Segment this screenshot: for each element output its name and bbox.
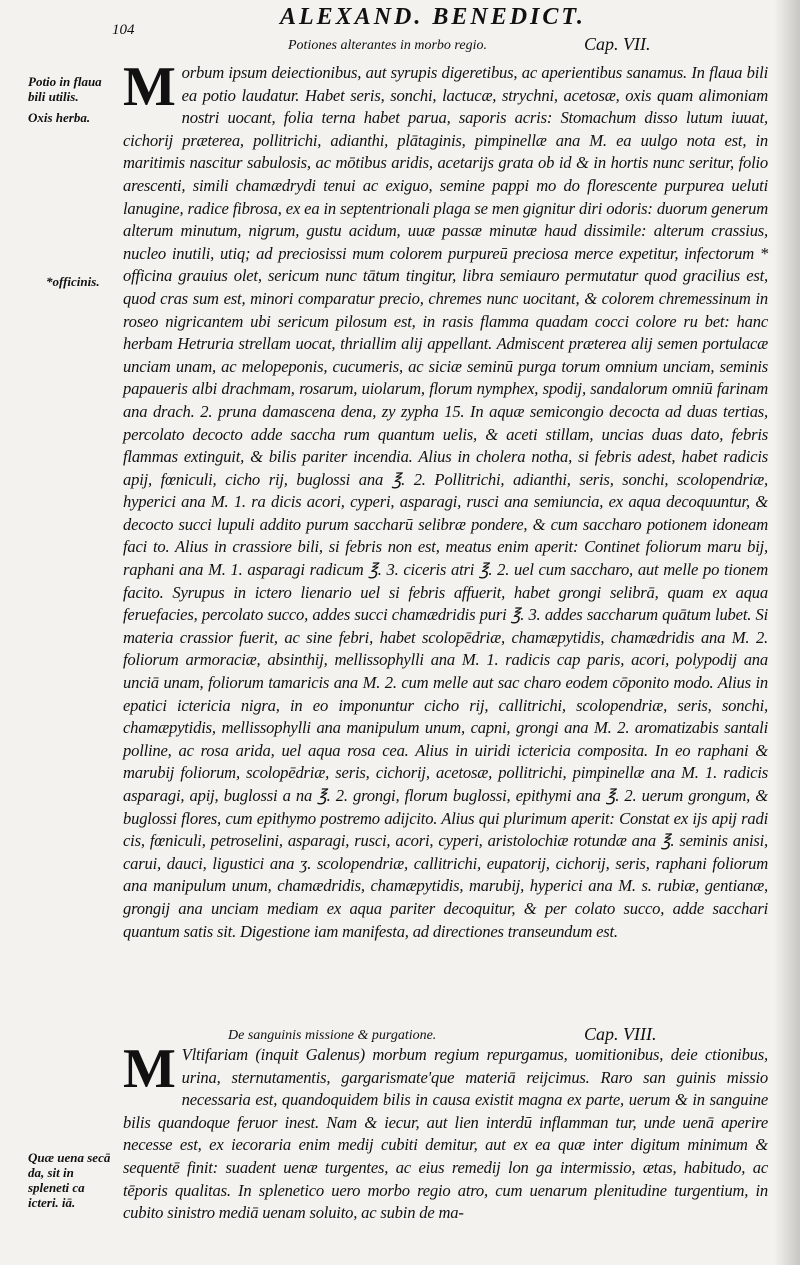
chapter-7-body <box>123 56 768 943</box>
margin-note-officinis: *officinis. <box>46 274 100 289</box>
chapter-7-text: orbum ipsum deiectionibus, aut syrupis digeretibus, ac aperientibus sanamus. In flaua bili ea potio laudatur. Habet seris, sonchi, lactucæ, strychni, acetosæ, oxis quam alimoniam nostri uocant, folia terna habet parua, saporis acris: Stomachum disso lutum iuuat, cichorij præterea, pollitrichi, adianthi, plātaginis, pimpinellæ ana M. ea uulgo nota est, in maritimis nascitur sabulosis, ac mōtibus aridis, acetarijs grata ob id & in hortis nunc seritur, folio arescenti, simili chamædrydi tenui ac exiguo, semine pappi mo do florescente purpurea ueluti lanugine, radice fibrosa, ex ea in septentrionali plaga se men gignitur diri odoris: duorum generum alterum minutum, nigrum, gustu acidum, uuæ passæ minutæ haud dissimile: alterum crassius, nucleo inutili, utiq; ad preciosissi mum colorem purpureū preciosa merce expetitur, infectorum * officina grauius olet, sericum nunc tātum tingitur, libra semiauro permutatur quod gracilius est, quod cras sum est, minori comparatur precio, chremes nunc uocitant, & colorem chremessinum in roseo nigricantem ubi sericum pilosum est, in rasis flamma quadam cocci colore ru bet: hanc herbam Hetruria strellam uocat, thriallim alij appellant. Admiscent præterea alij semen portulacæ unciam unam, ac melopeponis, cucumeris, ac siciæ seminū purga torum omnium unciam, seminis papaueris albi drachmam, rosarum, uiolarum, florum nymphex, spodij, sandalorum omniū farinam ana drach. 2. pruna damascena dena, zy zypha 15. In aquæ semicongio decocta ad duas tertias, percolato decocto adde saccha rum quantum uelis, & aceti stillam, uncias duas dato, febris flammas extinguit, & bilis pariter incendia. Alius in cholera notha, si febris adest, habet radicis apij, fœniculi, cicho rij, buglossi ana ℥. 2. Pollitrichi, adianthi, seris, sonchi, scolopendriæ, hyperici ana M. 1. ra dicis acori, cyperi, asparagi, rusci ana semiuncia, ex aqua decoquuntur, & decocto succi lupuli addito purum saccharū selibræ pondere, & cum saccharo potionem idoneam faci to. Alius in crassiore bili, si febris non est, meatus enim aperit: Continet foliorum maru bij, raphani ana M. 1. asparagi radicum ℥. 3. ciceris atri ℥. 2. uel cum saccharo, aut melle po tionem facito. Syrupus in ictero lienario uel si febris affuerit, habet grongi selibrā, quam ex aqua feruefacies, percolato succo, addes succi chamædridis puri ℥. 3. addes saccharum quātum lubet. Si materia crassior fuerit, ac sine febri, habet scolopēdriæ, chamæpytidis, chamædridis ana M. 2. foliorum armoraciæ, absinthij, mellissophylli ana M. 1. radicis cap paris, acori, polypodij ana unciā unam, foliorum tamaricis ana M. 2. cum melle aut sac charo eodem cōponito modo. Alius in epatici ictericia nigra, in eo imponuntur cicho rij, callitrichi, scolopendriæ, seris, sonchi, chamæpytidis, mellissophylli ana manipulum unum, capni, grongi ana M. 2. aromatizabis santali polline, ac rosa arida, uel aqua rosa cea. Alius in uiridi ictericia composita. In eo raphani & marubij foliorum, scolopēdriæ, seris, cichorij, acetosæ, pollitrichi, pimpinellæ ana M. 1. radicis asparagi, apij, buglossi a na ℥. 2. grongi, florum buglossi, epithymi ana ℥. 2. uerum grongum, & buglossi flores, cum epithymo postremo adijcito. Alius qui plurimum aperit: Constat ex ijs apij radi cis, fœniculi, petroselini, asparagi, rusci, acori, cyperi, aristolochiæ rotundæ ana ℥. seminis anisi, carui, dauci, ligustici ana ʒ. scolopendriæ, callitrichi, eupatorij, cichorij, seris, raphani foliorum ana manipulum unum, chamædridis, chamæpytidis, marubij, hyperici ana M. s. rubiæ, gentianæ, grongij ana unciam mediam ex aqua pariter decoquitur, & per colato succo, adde sacchari quantum satis sit. Digestione iam manifesta, ad directiones transeundum est. <box>123 63 768 941</box>
section-title-1: Potiones alterantes in morbo regio. <box>288 38 487 53</box>
running-head: ALEXAND. BENEDICT. <box>280 4 586 30</box>
chapter-label-2: Cap. VIII. <box>584 1024 657 1044</box>
margin-note-potio: Potio in flaua bili utilis. <box>28 74 102 104</box>
chapter-label-1: Cap. VII. <box>584 34 651 54</box>
dropcap-2: M <box>123 1038 176 1100</box>
margin-note-uena: Quæ uena secā da, sit in spleneti ca icteri. iā. <box>28 1150 111 1210</box>
dropcap-1: M <box>123 56 176 118</box>
margin-note-oxis: Oxis herba. <box>28 110 91 125</box>
page-gutter-shadow <box>774 0 800 1265</box>
section-title-2: De sanguinis missione & purgatione. <box>228 1028 437 1043</box>
chapter-8-body <box>123 1038 768 1225</box>
chapter-8-text: Vltifariam (inquit Galenus) morbum regium repurgamus, uomitionibus, deie ctionibus, urina, sternutamentis, gargarismate'que materiā reijcimus. Raro san guinis missio necessaria est, quandoquidem bilis in causa existit magna ex parte, uerum & in sanguine bilis quandoque feruor inest. Nam & iecur, aut lien interdū inflamman tur, unde uenā aperire necesse est, ex iecoraria enim medij cubiti demitur, aut ex ea quæ inter digitum minimum & sequentē finit: suadent uenæ turgentes, ac eius remedij lon ga intermissio, ætas, habitudo, ac tēporis qualitas. In splenetico uero morbo regio atro, cum uenarum plenitudine turgentium, in cubito sinistro mediā uenam soluito, ac subin de ma- <box>123 1045 768 1223</box>
page-header <box>112 4 652 36</box>
folio-number: 104 <box>112 22 135 38</box>
